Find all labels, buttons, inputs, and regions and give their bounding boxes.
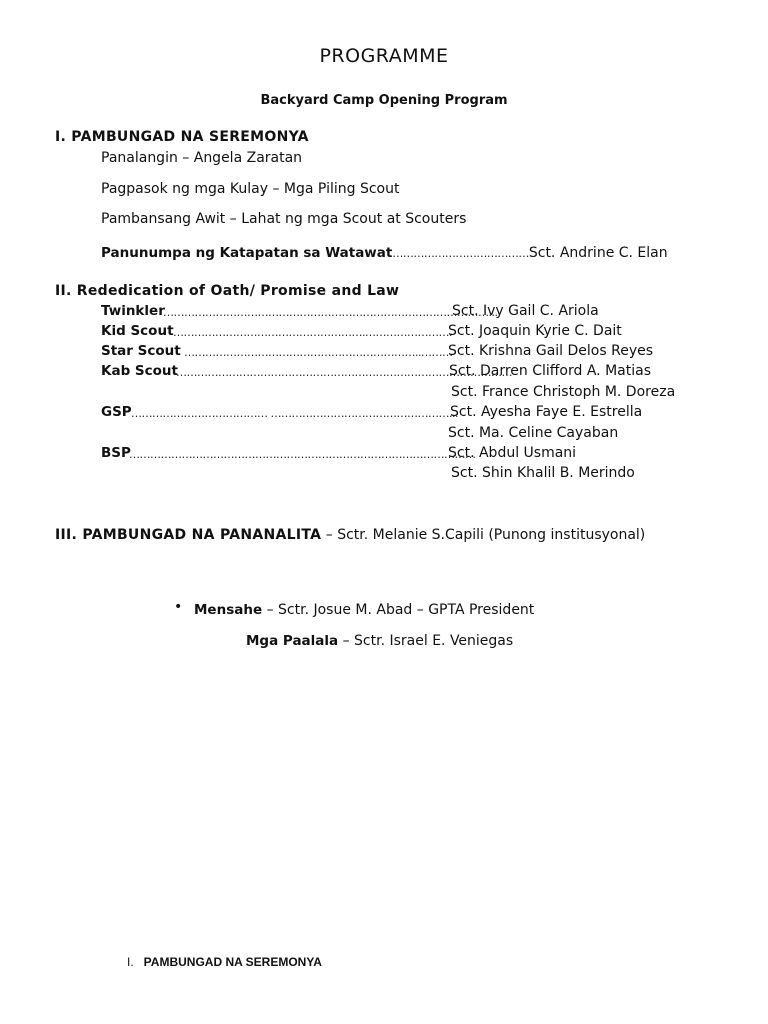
- footer-number: I.: [127, 955, 134, 969]
- program-item: Pagpasok ng mga Kulay – Mga Piling Scout: [101, 181, 400, 197]
- bullet: •: [174, 599, 183, 615]
- document-subtitle: Backyard Camp Opening Program: [260, 93, 508, 108]
- pledge-label: Panunumpa ng Katapatan sa Watawat: [101, 245, 393, 261]
- roster-name: Sct. Krishna Gail Delos Reyes: [448, 343, 654, 359]
- section-heading-2: II. Rededication of Oath/ Promise and Law: [55, 283, 400, 299]
- section-heading-1: I. PAMBUNGAD NA SEREMONYA: [55, 129, 309, 145]
- mensahe-label: Mensahe: [194, 602, 263, 618]
- leader-dots: …………………………………………………………………………………...: [163, 306, 498, 319]
- roster-name: Sct. Ivy Gail C. Ariola: [452, 303, 599, 319]
- leader-dots: …………………………………………………………..………: [184, 346, 453, 359]
- roster-name: Sct. Darren Clifford A. Matias: [449, 363, 651, 379]
- leader-dots: …………………………………: [392, 247, 529, 260]
- roster-name: Sct. Shin Khalil B. Merindo: [451, 465, 635, 481]
- pledge-name: Sct. Andrine C. Elan: [528, 245, 668, 261]
- roster-label: Kab Scout: [101, 363, 178, 379]
- program-item: Pambansang Awit – Lahat ng mga Scout at Scouters: [101, 211, 467, 227]
- section-heading-3: III. PAMBUNGAD NA PANANALITA: [55, 527, 322, 543]
- roster-label: Twinkler: [101, 303, 165, 319]
- paalala-label: Mga Paalala: [246, 633, 339, 649]
- mensahe-speaker: – Sctr. Josue M. Abad – GPTA President: [262, 602, 535, 618]
- mensahe-line: [194, 599, 534, 618]
- section-3-line: [55, 524, 645, 543]
- roster-label: Star Scout: [101, 343, 181, 359]
- section-3-speaker: – Sctr. Melanie S.Capili (Punong institusyonal): [321, 527, 646, 543]
- leader-dots: ………………………………………………………………………………………: [129, 448, 476, 461]
- roster-name: Sct. France Christoph M. Doreza: [451, 384, 676, 400]
- document-title: PROGRAMME: [319, 45, 449, 67]
- paalala-line: [246, 630, 513, 649]
- roster-name: Sct. Joaquin Kyrie C. Dait: [448, 323, 622, 339]
- roster-label: Kid Scout: [101, 323, 174, 339]
- leader-dots: ……………………………………………………………………………………: [176, 366, 512, 379]
- leader-dots: ……………………………………………….…………………….: [173, 326, 452, 339]
- roster-name: Sct. Ma. Celine Cayaban: [448, 425, 619, 441]
- roster-name: Sct. Abdul Usmani: [448, 445, 577, 461]
- leader-dots: ………………………………… ……………………………………………...: [131, 407, 458, 420]
- roster-name: Sct. Ayesha Faye E. Estrella: [450, 404, 643, 420]
- pledge-line: [101, 242, 668, 261]
- program-item: Panalangin – Angela Zaratan: [101, 150, 303, 166]
- roster-label: BSP: [101, 445, 131, 461]
- footer-label: PAMBUNGAD NA SEREMONYA: [143, 955, 322, 969]
- roster-label: GSP: [101, 404, 132, 420]
- paalala-speaker: – Sctr. Israel E. Veniegas: [338, 633, 514, 649]
- footer-heading: [127, 955, 322, 969]
